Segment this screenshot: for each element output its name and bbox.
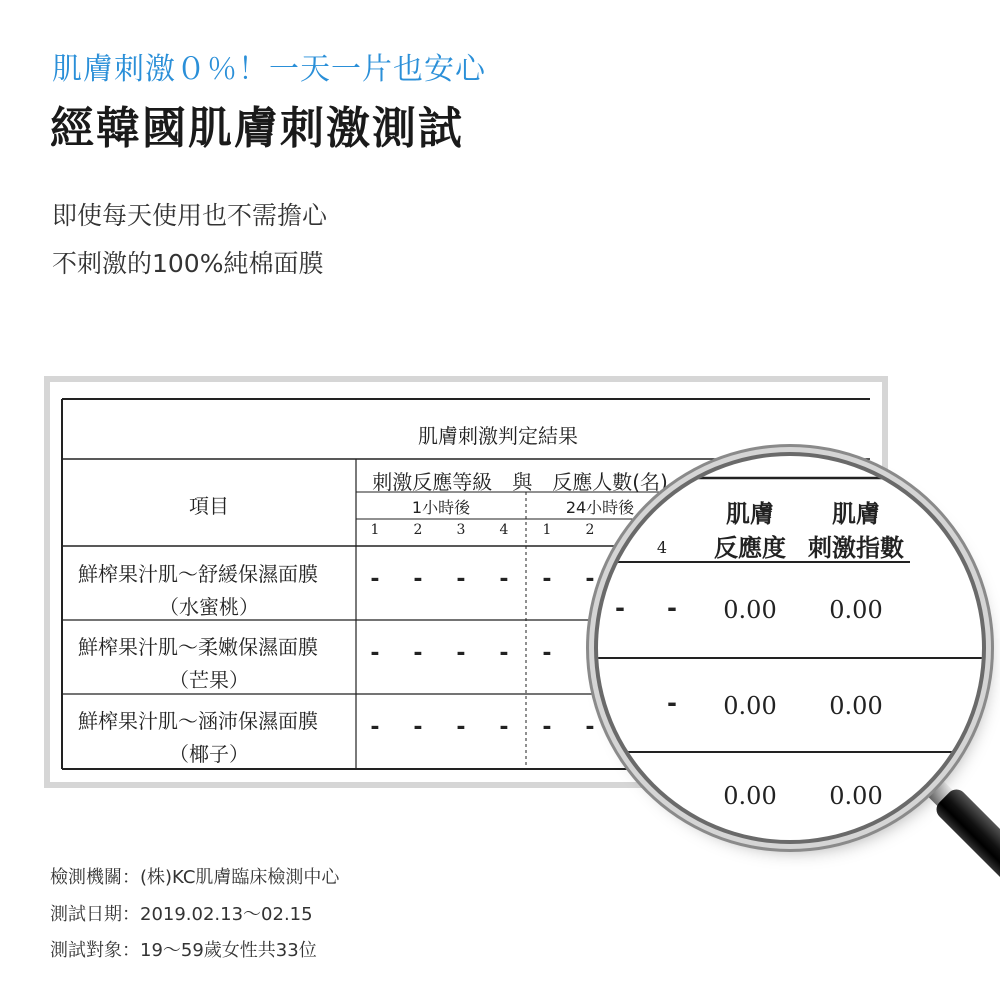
row-2-dash-4: - <box>499 641 509 666</box>
row-1-sub: （水蜜桃） <box>159 595 259 619</box>
row-2-dash-5: - <box>542 641 552 666</box>
row-2-name: 鮮榨果汁肌～柔嫩保濕面膜 <box>78 635 318 659</box>
tagline: 肌膚刺激０％！一天一片也安心 <box>52 52 486 87</box>
row-2-dash-2: - <box>413 641 423 666</box>
level-1h-1: 1 <box>370 522 380 538</box>
headline: 經韓國肌膚刺激測試 <box>50 103 464 154</box>
level-1h-3: 3 <box>456 522 466 538</box>
mag-header-reaction-l2: 反應度 <box>714 534 786 562</box>
row-3-dash-5: - <box>542 715 552 740</box>
row-3-dash-4: - <box>499 715 509 740</box>
mag-header-index-l1: 肌膚 <box>832 500 880 528</box>
row-3-name: 鮮榨果汁肌～涵沛保濕面膜 <box>78 709 318 733</box>
row-3-dash-6: - <box>585 715 595 740</box>
mag-row-2-index: 0.00 <box>829 692 883 720</box>
row-3-dash-1: - <box>370 715 380 740</box>
description-line-2: 不刺激的100%純棉面膜 <box>52 249 324 278</box>
row-1-dash-3: - <box>456 567 466 592</box>
row-1-dash-1: - <box>370 567 380 592</box>
row-1-dash-2: - <box>413 567 423 592</box>
mag-level-4: 4 <box>656 538 668 557</box>
row-3-dash-2: - <box>413 715 423 740</box>
mag-row-3-index: 0.00 <box>829 782 883 810</box>
column-header-24h: 24小時後 <box>565 498 635 517</box>
footer-test-subjects: 測試對象：19～59歲女性共33位 <box>50 940 317 961</box>
column-header-item: 項目 <box>189 494 229 518</box>
row-1-dash-5: - <box>542 567 552 592</box>
row-1-name: 鮮榨果汁肌～舒緩保濕面膜 <box>78 562 318 586</box>
level-1h-2: 2 <box>413 522 423 538</box>
magnified-grid <box>598 456 982 840</box>
level-1h-4: 4 <box>499 522 509 538</box>
footer-agency: 檢測機關：(株)KC肌膚臨床檢測中心 <box>50 867 340 888</box>
row-3-sub: （椰子） <box>169 742 249 766</box>
footer-test-date: 測試日期：2019.02.13～02.15 <box>50 904 313 925</box>
mag-row-2-reaction: 0.00 <box>723 692 777 720</box>
row-2-dash-3: - <box>456 641 466 666</box>
mag-level-3: 3 <box>620 520 632 539</box>
mag-header-index-l2: 刺激指數 <box>808 534 904 562</box>
mag-row-1-reaction: 0.00 <box>723 596 777 624</box>
mag-row-2-dash: - <box>667 689 677 717</box>
row-3-dash-3: - <box>456 715 466 740</box>
mag-row-3-reaction: 0.00 <box>723 782 777 810</box>
row-1-dash-6: - <box>585 567 595 592</box>
description-line-1: 即使每天使用也不需擔心 <box>52 201 328 230</box>
mag-row-1-index: 0.00 <box>829 596 883 624</box>
level-24h-2: 2 <box>585 522 595 538</box>
column-header-1h: 1小時後 <box>411 498 471 517</box>
row-2-dash-1: - <box>370 641 380 666</box>
table-title: 肌膚刺激判定結果 <box>418 424 578 448</box>
magnifier-lens <box>598 456 982 840</box>
level-24h-1: 1 <box>542 522 552 538</box>
row-2-dash-6: - <box>585 641 595 666</box>
mag-header-reaction-l1: 肌膚 <box>726 500 774 528</box>
column-header-group: 刺激反應等級 與 反應人數(名) <box>372 470 668 494</box>
mag-row-1-dash-a: - <box>615 594 625 622</box>
row-1-dash-4: - <box>499 567 509 592</box>
row-2-sub: （芒果） <box>169 668 249 692</box>
mag-row-1-dash-b: - <box>667 594 677 622</box>
